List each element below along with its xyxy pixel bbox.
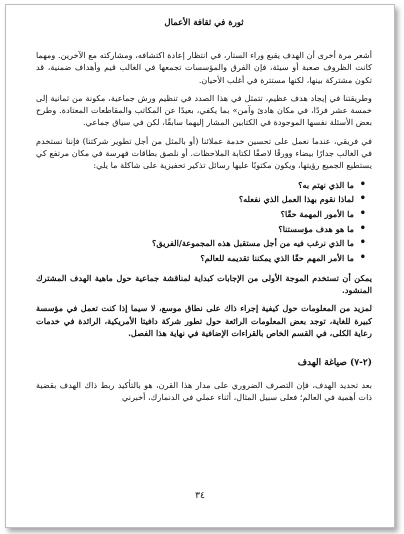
list-item: • ما الأمور المهمة حقًا؟: [36, 207, 354, 222]
paragraph-2: وطريقتنا في إيجاد هدف عظيم، تتمثل في هذا الصدد في تنظيم ورش جماعية، مكونة من ثمانية إلى خمسة عشر فردًا، في مكان هادئ وآمن» بما يكفي، بعيدًا عن المكاتب والمقاطعات المعتادة. وطرح بعض الأسئلة نفسها الموجودة في الكتابين المشار إليهما سابقًا، لكن في سياق جماعي.: [36, 92, 372, 128]
paragraph-6: بعد تحديد الهدف، فإن التصرف الضروري على مدار هذا القرن، هو بالتأكيد ربط ذاك الهدف بقضية ذات أهمية في العالم؛ فعلى سبيل المثال، أثناء عملي في الدنمارك، أخبرني: [36, 379, 372, 402]
paragraph-4: يمكن أن تستخدم الموجة الأولى من الإجابات كبداية لمناقشة جماعية حول ماهية الهدف المشترك المنشود.: [36, 272, 372, 296]
paragraph-3: في فريقي، عندما نعمل على تحسين خدمة عملائنا (أو بالمثل من أجل تطوير شركتنا) فإننا نستخدم في الغالب جدارًا بيضاء وورقًا لاصقًا لكتابة الملاحظات. أو نلصق بطاقات فهرسة في مكان مرتفع كي يستطيع الجميع رؤيتها، ويكون مكتوبًا عليها رسائل تذكير تحفيزية على شاكلة ما يلي:: [36, 135, 372, 171]
book-page: [5, 4, 395, 528]
running-header: ثورة في ثقافة الأعمال: [164, 18, 244, 28]
list-item: • ما الذي نهتم به؟: [36, 178, 354, 193]
paragraph-1: أشعر مرة أخرى أن الهدف يقبع وراء الستار، في انتظار إعادة اكتشافه، ومشاركته مع الآخرين. ومهما كانت الظروف صعبة أو سيئة، فإن الفرق والمؤسسات تجمعها في الغالب قيم وأهداف ضمنية، قد تكون مشتركة بينها، لكنها مستترة في أغلب الأحيان.: [36, 50, 372, 85]
list-item: • ما هو هدف مؤسستنا؟: [36, 222, 354, 237]
paragraph-5: لمزيد من المعلومات حول كيفية إجراء ذاك على نطاق موسع، لا سيما إذا كنت تعمل في مؤسسة كبيرة للغاية، توجد بعض المعلومات الرائعة حول تطور شركة دافيتا الأمريكية، الرائدة في خدمات رعاية الكلى، في القسم الخاص بالقراءات الإضافية في نهاية هذا الفصل.: [36, 303, 372, 339]
list-item: • لماذا نقوم بهذا العمل الذي نفعله؟: [36, 192, 354, 207]
list-item: • ما الذي نرغب فيه من أجل مستقبل هذه المجموعة/الفريق؟: [36, 236, 354, 251]
section-heading: (٢-٧) صياغة الهدف: [297, 358, 372, 369]
page-content: [36, 18, 372, 409]
list-item: • ما الأمر المهم حقًا الذي يمكننا تقديمه للعالم؟: [36, 251, 354, 266]
reflection-questions-list: [36, 178, 372, 266]
page-number: ٣٤: [195, 491, 205, 501]
